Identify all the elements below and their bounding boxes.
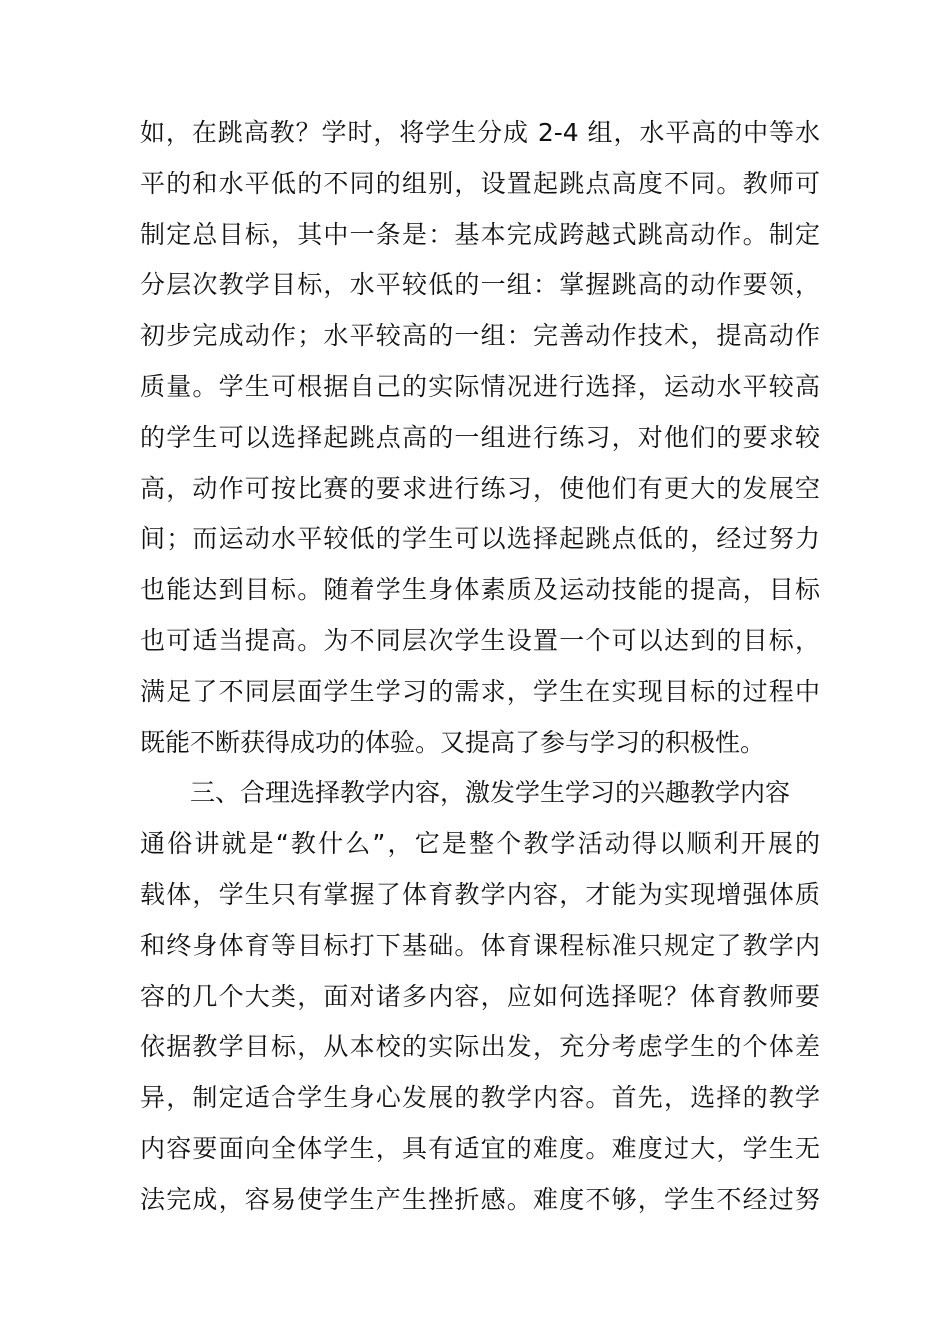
text-line: 分层次教学目标，水平较低的一组：掌握跳高的动作要领， (140, 270, 820, 300)
text-line: 的学生可以选择起跳点高的一组进行练习，对他们的要求较 (140, 422, 820, 452)
text-line: 依据教学目标，从本校的实际出发，充分考虑学生的个体差 (140, 1032, 820, 1062)
text-line: 异，制定适合学生身心发展的教学内容。首先，选择的教学 (140, 1083, 820, 1113)
text-line: 间；而运动水平较低的学生可以选择起跳点低的，经过努力 (140, 524, 820, 554)
text-line: 质量。学生可根据自己的实际情况进行选择，运动水平较高 (140, 371, 820, 401)
text-line: 平的和水平低的不同的组别，设置起跳点高度不同。教师可 (140, 168, 820, 198)
text-line: 通俗讲就是“教什么”，它是整个教学活动得以顺利开展的 (140, 829, 820, 859)
body-text (140, 108, 820, 1226)
text-line: 容的几个大类，面对诸多内容，应如何选择呢？体育教师要 (140, 981, 820, 1011)
text-line: 和终身体育等目标打下基础。体育课程标准只规定了教学内 (140, 930, 820, 960)
text-line: 满足了不同层面学生学习的需求，学生在实现目标的过程中 (140, 676, 820, 706)
text-line: 也能达到目标。随着学生身体素质及运动技能的提高，目标 (140, 575, 820, 605)
paragraph-1 (140, 108, 820, 768)
text-line: 三、合理选择教学内容，激发学生学习的兴趣教学内容 (190, 778, 791, 808)
text-line: 内容要面向全体学生，具有适宜的难度。难度过大，学生无 (140, 1133, 820, 1163)
text-line: 如，在跳高教？学时，将学生分成 2-4 组，水平高的中等水 (140, 118, 820, 147)
text-line: 既能不断获得成功的体验。又提高了参与学习的积极性。 (140, 727, 766, 757)
text-line: 也可适当提高。为不同层次学生设置一个可以达到的目标， (140, 625, 820, 655)
text-line: 制定总目标，其中一条是：基本完成跨越式跳高动作。制定 (140, 219, 820, 249)
paragraph-2 (140, 768, 820, 1225)
text-line: 高，动作可按比赛的要求进行练习，使他们有更大的发展空 (140, 473, 820, 503)
text-line: 法完成，容易使学生产生挫折感。难度不够，学生不经过努 (140, 1184, 820, 1214)
text-line: 初步完成动作；水平较高的一组：完善动作技术，提高动作 (140, 321, 820, 351)
text-line: 载体，学生只有掌握了体育教学内容，才能为实现增强体质 (140, 879, 820, 909)
